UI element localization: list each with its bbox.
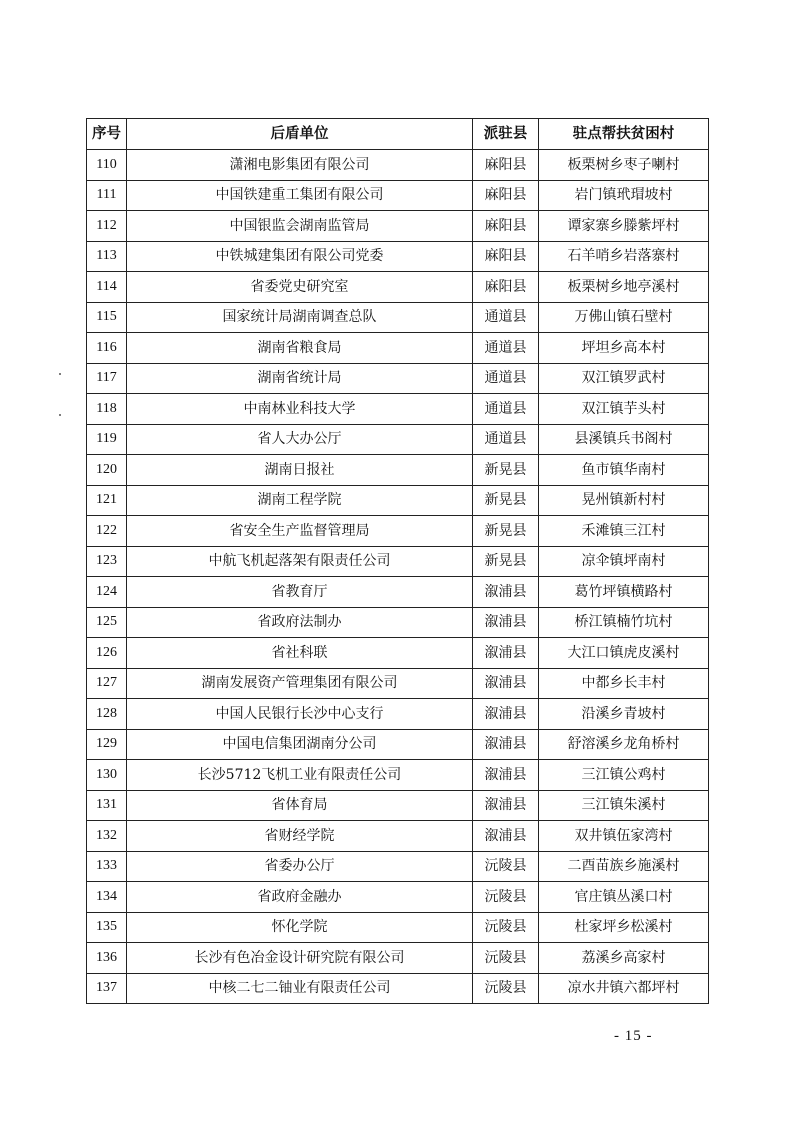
cell-village: 三江镇公鸡村	[539, 760, 709, 791]
table-row	[87, 485, 709, 516]
header-county: 派驻县	[473, 119, 539, 150]
cell-support-unit: 省安全生产监督管理局	[127, 516, 473, 547]
table-row	[87, 943, 709, 974]
cell-village: 谭家寨乡滕紫坪村	[539, 211, 709, 242]
cell-serial: 132	[87, 821, 127, 852]
cell-serial: 119	[87, 424, 127, 455]
table-row	[87, 455, 709, 486]
cell-serial: 128	[87, 699, 127, 730]
cell-county: 新晃县	[473, 516, 539, 547]
cell-village: 石羊哨乡岩落寨村	[539, 241, 709, 272]
table-row	[87, 699, 709, 730]
cell-support-unit: 中国人民银行长沙中心支行	[127, 699, 473, 730]
cell-support-unit: 省委办公厅	[127, 851, 473, 882]
table-row	[87, 577, 709, 608]
cell-support-unit: 国家统计局湖南调查总队	[127, 302, 473, 333]
cell-county: 溆浦县	[473, 577, 539, 608]
cell-serial: 134	[87, 882, 127, 913]
cell-county: 通道县	[473, 363, 539, 394]
cell-village: 鱼市镇华南村	[539, 455, 709, 486]
cell-county: 新晃县	[473, 485, 539, 516]
cell-serial: 127	[87, 668, 127, 699]
cell-village: 板栗树乡地亭溪村	[539, 272, 709, 303]
cell-support-unit: 湖南省统计局	[127, 363, 473, 394]
table-row	[87, 851, 709, 882]
cell-village: 葛竹坪镇横路村	[539, 577, 709, 608]
cell-support-unit: 中国银监会湖南监管局	[127, 211, 473, 242]
cell-serial: 123	[87, 546, 127, 577]
cell-village: 杜家坪乡松溪村	[539, 912, 709, 943]
cell-village: 荔溪乡高家村	[539, 943, 709, 974]
cell-support-unit: 省财经学院	[127, 821, 473, 852]
table-row	[87, 211, 709, 242]
cell-county: 溆浦县	[473, 638, 539, 669]
cell-serial: 111	[87, 180, 127, 211]
table-row	[87, 180, 709, 211]
cell-county: 溆浦县	[473, 790, 539, 821]
assignment-table	[86, 118, 709, 1004]
cell-county: 沅陵县	[473, 882, 539, 913]
cell-village: 舒溶溪乡龙角桥村	[539, 729, 709, 760]
table-row	[87, 302, 709, 333]
cell-support-unit: 中国电信集团湖南分公司	[127, 729, 473, 760]
cell-village: 双井镇伍家湾村	[539, 821, 709, 852]
cell-serial: 113	[87, 241, 127, 272]
cell-serial: 130	[87, 760, 127, 791]
header-village: 驻点帮扶贫困村	[539, 119, 709, 150]
cell-county: 溆浦县	[473, 607, 539, 638]
table-row	[87, 546, 709, 577]
cell-serial: 131	[87, 790, 127, 821]
cell-county: 通道县	[473, 333, 539, 364]
cell-serial: 129	[87, 729, 127, 760]
cell-village: 二酉苗族乡施溪村	[539, 851, 709, 882]
cell-support-unit: 省政府金融办	[127, 882, 473, 913]
table-row	[87, 973, 709, 1004]
cell-county: 麻阳县	[473, 150, 539, 181]
cell-county: 麻阳县	[473, 180, 539, 211]
cell-village: 禾滩镇三江村	[539, 516, 709, 547]
cell-support-unit: 省人大办公厅	[127, 424, 473, 455]
cell-village: 晃州镇新村村	[539, 485, 709, 516]
cell-county: 通道县	[473, 424, 539, 455]
cell-support-unit: 中南林业科技大学	[127, 394, 473, 425]
table-row	[87, 760, 709, 791]
cell-support-unit: 省社科联	[127, 638, 473, 669]
cell-county: 麻阳县	[473, 241, 539, 272]
cell-serial: 122	[87, 516, 127, 547]
cell-county: 溆浦县	[473, 668, 539, 699]
table-row	[87, 882, 709, 913]
cell-serial: 114	[87, 272, 127, 303]
header-support-unit: 后盾单位	[127, 119, 473, 150]
cell-support-unit: 中国铁建重工集团有限公司	[127, 180, 473, 211]
cell-serial: 112	[87, 211, 127, 242]
cell-serial: 118	[87, 394, 127, 425]
cell-serial: 125	[87, 607, 127, 638]
table-row	[87, 607, 709, 638]
cell-county: 沅陵县	[473, 973, 539, 1004]
cell-village: 沿溪乡青坡村	[539, 699, 709, 730]
table-header-row	[87, 119, 709, 150]
cell-serial: 110	[87, 150, 127, 181]
cell-county: 溆浦县	[473, 699, 539, 730]
cell-county: 麻阳县	[473, 272, 539, 303]
cell-serial: 121	[87, 485, 127, 516]
cell-support-unit: 中铁城建集团有限公司党委	[127, 241, 473, 272]
cell-county: 溆浦县	[473, 729, 539, 760]
table-row	[87, 668, 709, 699]
cell-serial: 126	[87, 638, 127, 669]
cell-support-unit: 省委党史研究室	[127, 272, 473, 303]
cell-serial: 117	[87, 363, 127, 394]
cell-serial: 120	[87, 455, 127, 486]
cell-village: 双江镇芋头村	[539, 394, 709, 425]
cell-serial: 135	[87, 912, 127, 943]
cell-county: 溆浦县	[473, 760, 539, 791]
cell-county: 通道县	[473, 302, 539, 333]
cell-county: 新晃县	[473, 455, 539, 486]
cell-village: 县溪镇兵书阁村	[539, 424, 709, 455]
table-row	[87, 821, 709, 852]
table-row	[87, 150, 709, 181]
cell-village: 万佛山镇石壁村	[539, 302, 709, 333]
table-row	[87, 363, 709, 394]
cell-serial: 137	[87, 973, 127, 1004]
table-body	[87, 150, 709, 1004]
table-row	[87, 241, 709, 272]
table-row	[87, 912, 709, 943]
page-number: - 15 -	[614, 1028, 653, 1044]
cell-serial: 133	[87, 851, 127, 882]
table-row	[87, 729, 709, 760]
cell-village: 板栗树乡枣子喇村	[539, 150, 709, 181]
cell-support-unit: 湖南工程学院	[127, 485, 473, 516]
cell-village: 坪坦乡高本村	[539, 333, 709, 364]
cell-support-unit: 中航飞机起落架有限责任公司	[127, 546, 473, 577]
cell-village: 凉水井镇六都坪村	[539, 973, 709, 1004]
scan-speck	[59, 414, 61, 416]
cell-village: 大江口镇虎皮溪村	[539, 638, 709, 669]
cell-support-unit: 湖南省粮食局	[127, 333, 473, 364]
cell-support-unit: 省教育厅	[127, 577, 473, 608]
cell-support-unit: 湖南发展资产管理集团有限公司	[127, 668, 473, 699]
cell-county: 沅陵县	[473, 943, 539, 974]
cell-county: 通道县	[473, 394, 539, 425]
cell-serial: 116	[87, 333, 127, 364]
cell-village: 凉伞镇坪南村	[539, 546, 709, 577]
table-row	[87, 638, 709, 669]
table-row	[87, 516, 709, 547]
cell-village: 官庄镇丛溪口村	[539, 882, 709, 913]
cell-serial: 124	[87, 577, 127, 608]
table-row	[87, 394, 709, 425]
header-serial: 序号	[87, 119, 127, 150]
cell-support-unit: 长沙有色冶金设计研究院有限公司	[127, 943, 473, 974]
scan-speck	[59, 373, 61, 375]
cell-village: 中都乡长丰村	[539, 668, 709, 699]
cell-support-unit: 怀化学院	[127, 912, 473, 943]
cell-support-unit: 潇湘电影集团有限公司	[127, 150, 473, 181]
cell-support-unit: 长沙5712飞机工业有限责任公司	[127, 760, 473, 791]
cell-support-unit: 湖南日报社	[127, 455, 473, 486]
cell-county: 沅陵县	[473, 912, 539, 943]
cell-county: 新晃县	[473, 546, 539, 577]
cell-support-unit: 省体育局	[127, 790, 473, 821]
table-row	[87, 790, 709, 821]
cell-county: 溆浦县	[473, 821, 539, 852]
table-row	[87, 272, 709, 303]
cell-village: 岩门镇玳瑁坡村	[539, 180, 709, 211]
cell-serial: 136	[87, 943, 127, 974]
cell-village: 三江镇朱溪村	[539, 790, 709, 821]
cell-support-unit: 省政府法制办	[127, 607, 473, 638]
cell-county: 沅陵县	[473, 851, 539, 882]
cell-support-unit: 中核二七二铀业有限责任公司	[127, 973, 473, 1004]
cell-county: 麻阳县	[473, 211, 539, 242]
table-row	[87, 333, 709, 364]
cell-village: 双江镇罗武村	[539, 363, 709, 394]
table-row	[87, 424, 709, 455]
cell-village: 桥江镇楠竹坑村	[539, 607, 709, 638]
cell-serial: 115	[87, 302, 127, 333]
